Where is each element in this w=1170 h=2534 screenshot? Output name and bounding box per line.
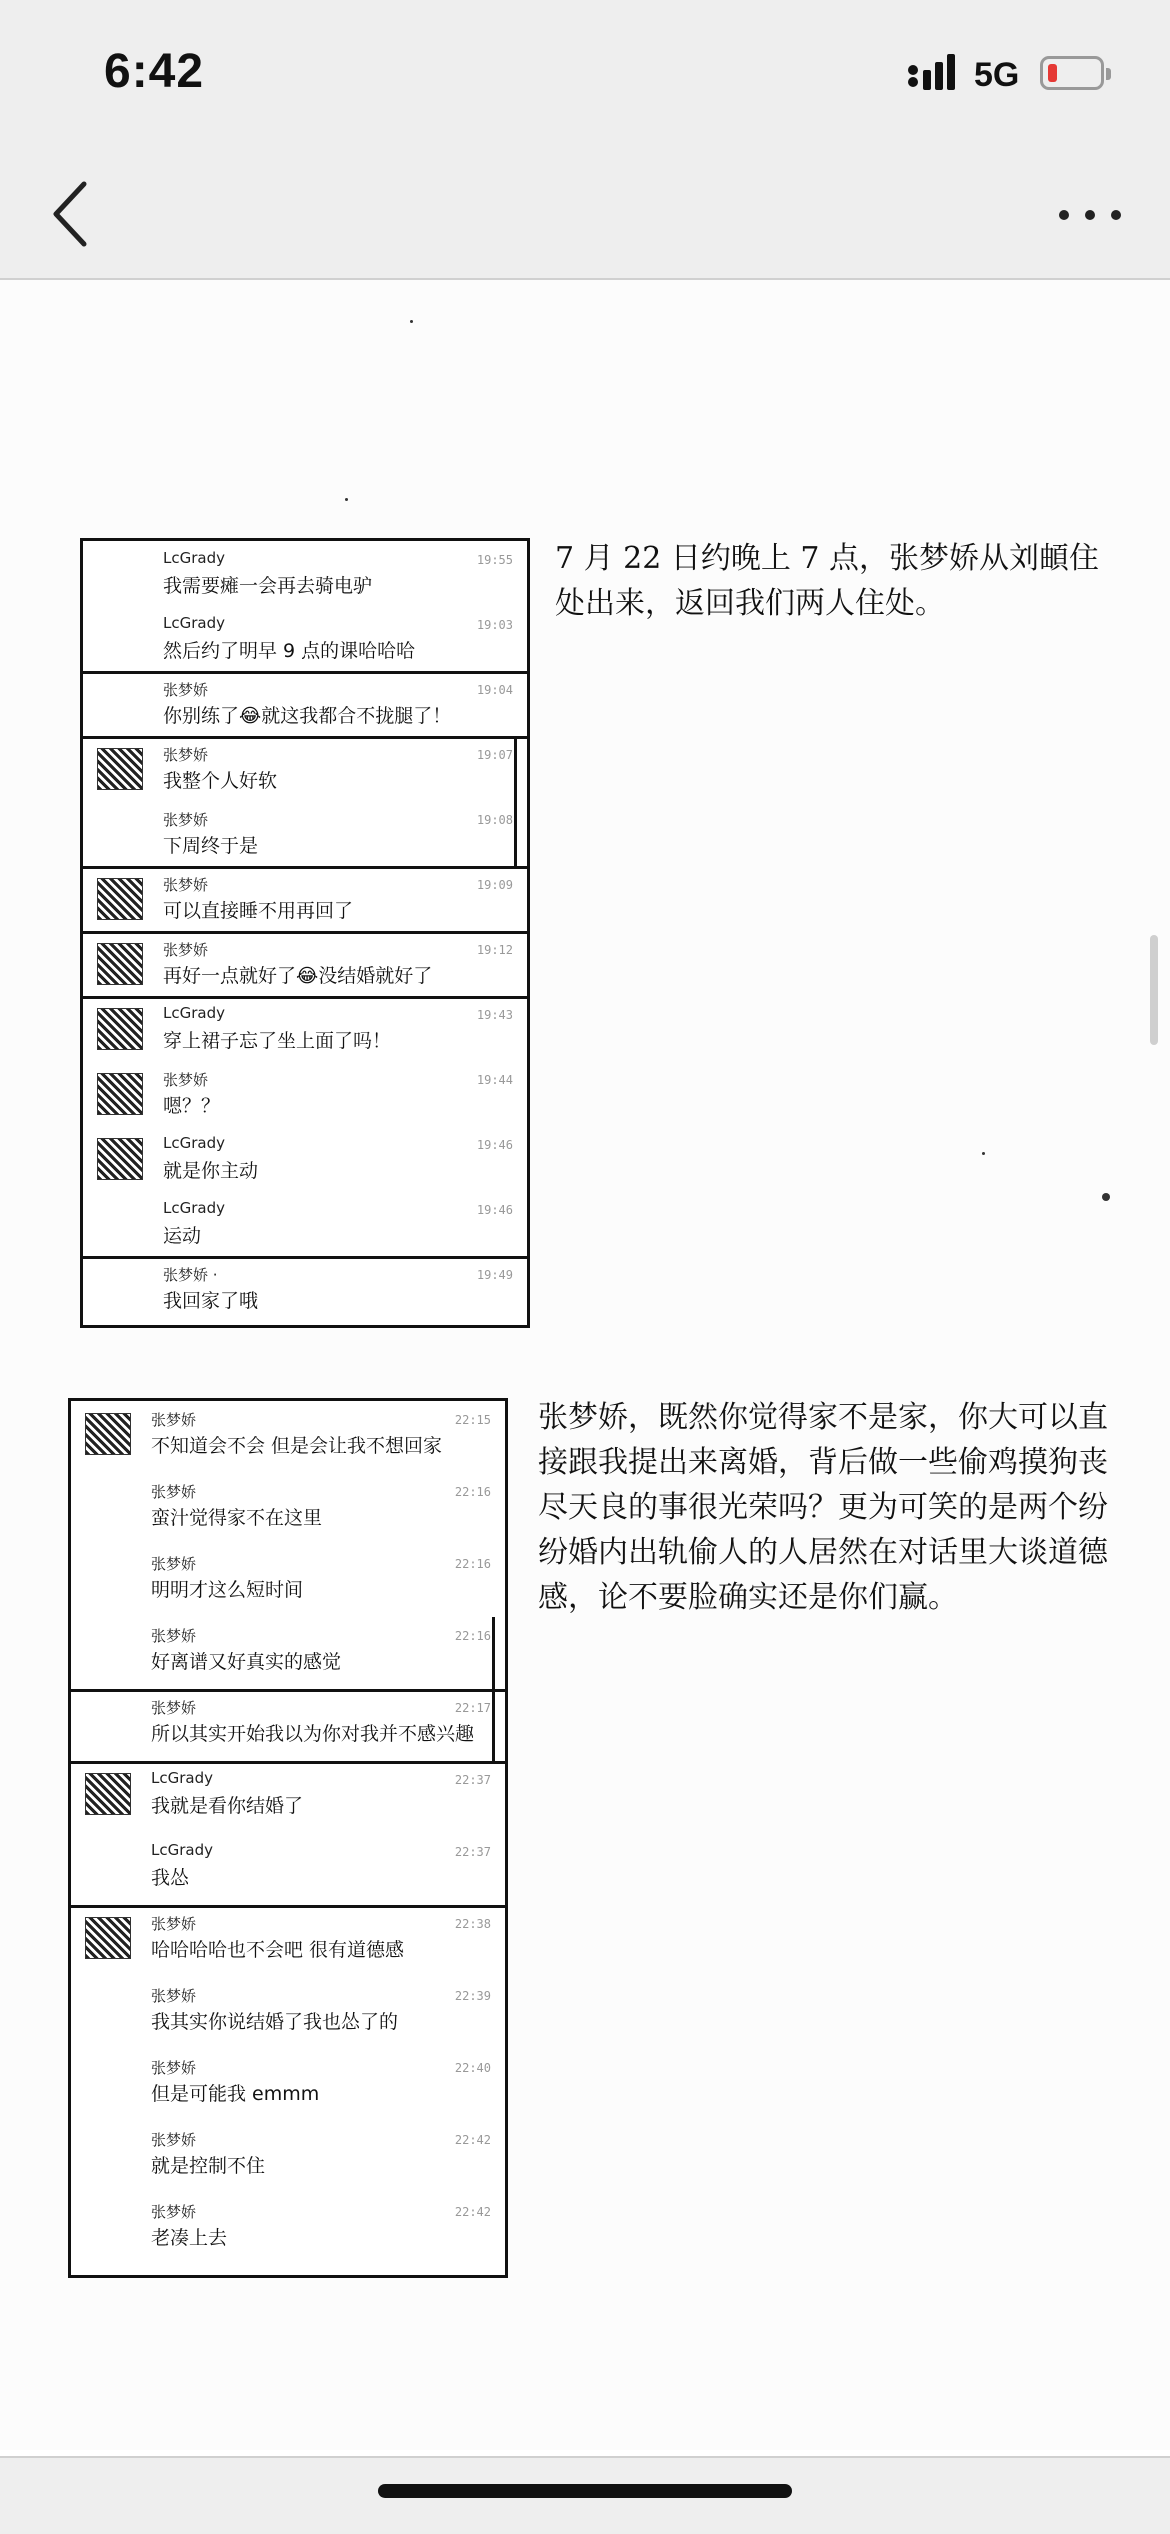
chat-screenshot-2	[68, 1398, 508, 2278]
chat-message	[71, 1545, 505, 1617]
message-time: 19:44	[476, 1073, 513, 1087]
message-time: 22:39	[454, 1989, 491, 2003]
message-text: 然后约了明早 9 点的课哈哈哈	[163, 640, 416, 662]
message-time: 19:46	[476, 1203, 513, 1217]
message-text: 我其实你说结婚了我也怂了的	[151, 2011, 399, 2033]
chat-message	[71, 1761, 505, 1833]
battery-icon	[1040, 56, 1104, 90]
scan-speck	[345, 498, 348, 501]
network-label: 5G	[974, 56, 1020, 94]
avatar	[85, 1773, 131, 1815]
message-text: 蛮汁觉得家不在这里	[151, 1507, 323, 1529]
sender-name: 张梦娇	[163, 876, 209, 894]
message-text: 明明才这么短时间	[151, 1579, 304, 1601]
message-divider	[83, 1256, 527, 1259]
message-time: 22:16	[454, 1557, 491, 1571]
chat-message	[83, 1191, 527, 1256]
message-time: 22:42	[454, 2205, 491, 2219]
message-divider	[83, 996, 527, 999]
chat-message	[71, 2193, 505, 2265]
sender-name: 张梦娇	[151, 1555, 197, 1573]
chat-message	[83, 1126, 527, 1191]
sender-name: 张梦娇	[151, 1699, 197, 1717]
paragraph-1: 7 月 22 日约晚上 7 点，张梦娇从刘頔住处出来，返回我们两人住处。	[555, 541, 1100, 621]
message-time: 19:46	[476, 1138, 513, 1152]
message-time: 22:37	[454, 1845, 491, 1859]
message-time: 19:09	[476, 878, 513, 892]
message-time: 22:16	[454, 1629, 491, 1643]
avatar	[97, 748, 143, 790]
message-text: 好离谱又好真实的感觉	[151, 1651, 342, 1673]
message-time: 22:38	[454, 1917, 491, 1931]
chat-message	[71, 1905, 505, 1977]
more-dots-icon[interactable]	[1050, 190, 1130, 240]
message-text: 我怂	[151, 1867, 190, 1889]
sender-name: 张梦娇 ·	[163, 1266, 218, 1284]
message-text: 你别练了😂就这我都合不拢腿了！	[163, 705, 452, 727]
chat-message	[83, 866, 527, 931]
sender-name: 张梦娇	[151, 2203, 197, 2221]
avatar	[97, 1138, 143, 1180]
home-bar	[0, 2456, 1170, 2534]
home-indicator[interactable]	[378, 2484, 792, 2498]
chat-message	[83, 671, 527, 736]
message-time: 19:08	[476, 813, 513, 827]
message-text: 就是你主动	[163, 1160, 259, 1182]
scan-speck	[1102, 1193, 1110, 1201]
sender-name: 张梦娇	[151, 1987, 197, 2005]
chat-message	[71, 1617, 505, 1689]
message-text: 不知道会不会 但是会让我不想回家	[151, 1435, 443, 1457]
message-text: 就是控制不住	[151, 2155, 266, 2177]
message-divider	[71, 1761, 505, 1764]
chat-message	[83, 541, 527, 606]
message-time: 22:15	[454, 1413, 491, 1427]
chat-message	[83, 931, 527, 996]
sender-name: LcGrady	[151, 1769, 213, 1787]
chat-message	[71, 1473, 505, 1545]
message-time: 19:43	[476, 1008, 513, 1022]
scroll-indicator[interactable]	[1150, 935, 1158, 1045]
message-text: 再好一点就好了😂没结婚就好了	[163, 965, 433, 987]
scan-speck	[410, 320, 413, 323]
message-divider	[71, 1689, 505, 1692]
paragraph-2: 张梦娇，既然你觉得家不是家，你大可以直接跟我提出来离婚，背后做一些偷鸡摸狗丧尽天良的事很光荣吗？更为可笑的是两个纷纷婚内出轨偷人的人居然在对话里大谈道德感，论不要脸确实还是你们赢。	[538, 1400, 1108, 1615]
message-time: 22:17	[454, 1701, 491, 1715]
message-text: 但是可能我 emmm	[151, 2083, 320, 2105]
message-divider	[83, 931, 527, 934]
sender-name: 张梦娇	[151, 1627, 197, 1645]
chat-screenshot-1	[80, 538, 530, 1328]
sender-name: LcGrady	[151, 1841, 213, 1859]
avatar	[97, 1073, 143, 1115]
avatar	[97, 1008, 143, 1050]
chat-message	[71, 2049, 505, 2121]
message-time: 22:16	[454, 1485, 491, 1499]
chat-message	[83, 1256, 527, 1321]
message-divider	[83, 736, 527, 739]
scan-speck	[982, 1152, 985, 1155]
sender-name: LcGrady	[163, 549, 225, 567]
sender-name: 张梦娇	[163, 1071, 209, 1089]
chat-message	[71, 1833, 505, 1905]
chat-message	[71, 1401, 505, 1473]
status-time: 6:42	[104, 45, 205, 98]
sender-name: 张梦娇	[151, 2131, 197, 2149]
message-time: 19:12	[476, 943, 513, 957]
chat-message	[71, 1977, 505, 2049]
sender-name: LcGrady	[163, 1199, 225, 1217]
avatar	[85, 1413, 131, 1455]
message-time: 19:55	[476, 553, 513, 567]
sender-name: 张梦娇	[163, 746, 209, 764]
sender-name: 张梦娇	[163, 941, 209, 959]
sender-name: 张梦娇	[151, 2059, 197, 2077]
message-time: 19:49	[476, 1268, 513, 1282]
avatar	[85, 1917, 131, 1959]
message-time: 22:37	[454, 1773, 491, 1787]
chat-message	[71, 2121, 505, 2193]
sender-name: LcGrady	[163, 614, 225, 632]
chevron-left-icon[interactable]	[44, 172, 104, 256]
message-text: 我就是看你结婚了	[151, 1795, 304, 1817]
scan-scrollbar-line	[514, 736, 517, 866]
avatar	[97, 943, 143, 985]
message-divider	[83, 866, 527, 869]
sender-name: LcGrady	[163, 1134, 225, 1152]
avatar	[97, 878, 143, 920]
message-text: 我需要瘫一会再去骑电驴	[163, 575, 373, 597]
sender-name: 张梦娇	[163, 811, 209, 829]
scan-scrollbar-line	[492, 1617, 495, 1761]
sender-name: 张梦娇	[163, 681, 209, 699]
sender-name: LcGrady	[163, 1004, 225, 1022]
message-text: 我整个人好软	[163, 770, 278, 792]
chat-message	[83, 996, 527, 1061]
message-time: 19:04	[476, 683, 513, 697]
signal-icon	[905, 52, 961, 92]
chat-message	[83, 801, 527, 866]
sender-name: 张梦娇	[151, 1483, 197, 1501]
message-time: 22:40	[454, 2061, 491, 2075]
message-divider	[83, 671, 527, 674]
message-text: 嗯？？	[163, 1095, 221, 1117]
nav-bar	[0, 150, 1170, 280]
document-page	[0, 280, 1170, 2450]
sender-name: 张梦娇	[151, 1411, 197, 1429]
message-time: 19:03	[476, 618, 513, 632]
message-text: 穿上裙子忘了坐上面了吗！	[163, 1030, 392, 1052]
message-time: 19:07	[476, 748, 513, 762]
message-text: 哈哈哈哈也不会吧 很有道德感	[151, 1939, 405, 1961]
message-text: 可以直接睡不用再回了	[163, 900, 354, 922]
message-text: 老凑上去	[151, 2227, 228, 2249]
chat-message	[83, 736, 527, 801]
message-text: 所以其实开始我以为你对我并不感兴趣	[151, 1723, 475, 1745]
message-text: 下周终于是	[163, 835, 259, 857]
chat-message	[71, 1689, 505, 1761]
sender-name: 张梦娇	[151, 1915, 197, 1933]
message-time: 22:42	[454, 2133, 491, 2147]
status-bar	[0, 0, 1170, 150]
message-divider	[71, 1905, 505, 1908]
message-text: 我回家了哦	[163, 1290, 259, 1312]
chat-message	[83, 606, 527, 671]
chat-message	[83, 1061, 527, 1126]
message-text: 运动	[163, 1225, 202, 1247]
